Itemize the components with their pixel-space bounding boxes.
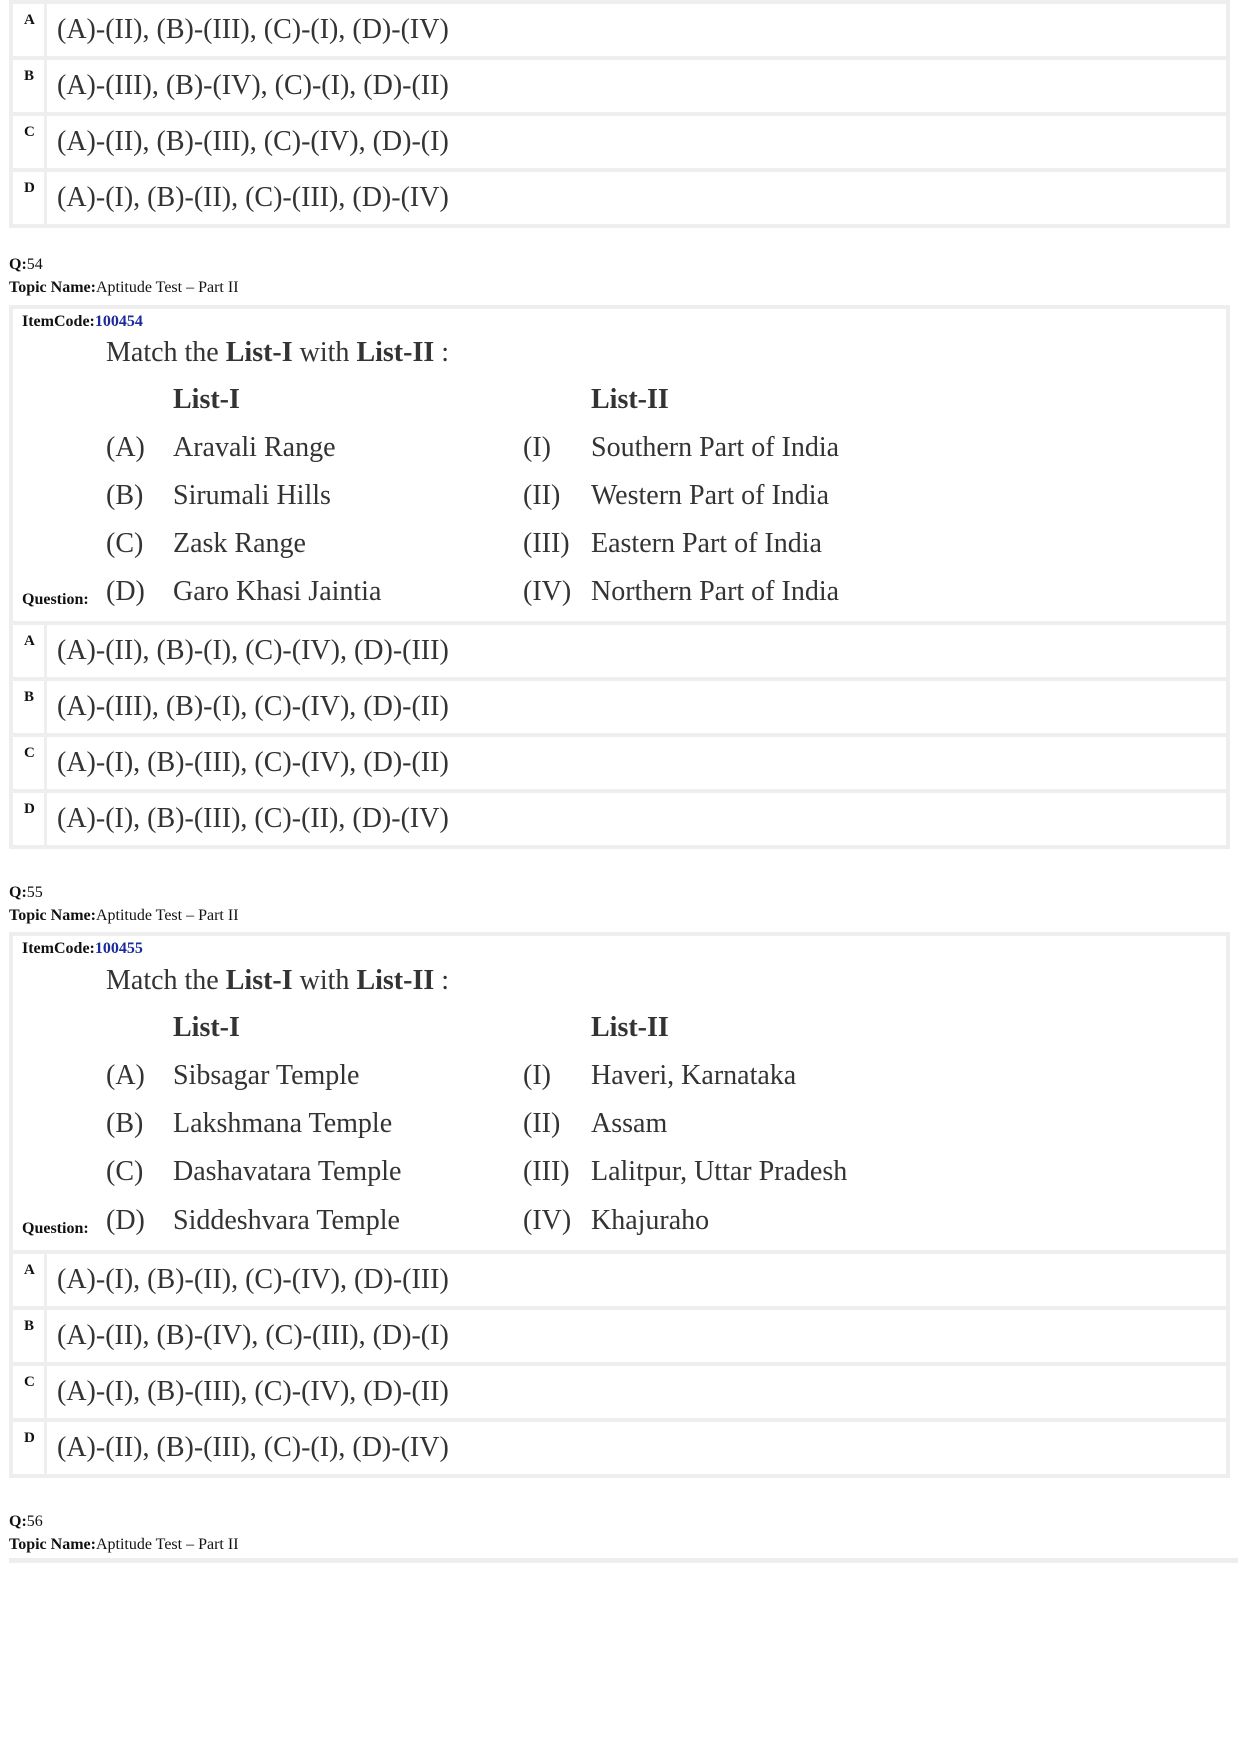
q56-header [9, 1510, 239, 1556]
list-2-value: Western Part of India [591, 480, 829, 511]
list-2-key: (III) [523, 528, 570, 559]
list-1-key: (D) [106, 1205, 145, 1236]
list-2-value: Khajuraho [591, 1205, 710, 1236]
topic-name: Topic Name:Aptitude Test – Part II [9, 279, 239, 296]
list-1-key: (B) [106, 480, 144, 511]
q53-options [9, 0, 1230, 228]
topic-name: Topic Name:Aptitude Test – Part II [9, 907, 239, 924]
option-letter: C [13, 116, 44, 168]
question-label: Question: [22, 1220, 89, 1237]
list-1-key: (A) [106, 1060, 145, 1091]
list-1-heading: List-I [173, 1012, 240, 1043]
option-text: (A)-(III), (B)-(I), (C)-(IV), (D)-(II) [47, 681, 1226, 733]
list-1-key: (D) [106, 576, 145, 607]
list-1-key: (A) [106, 432, 145, 463]
list-1-heading: List-I [173, 384, 240, 415]
item-code: ItemCode:100454 [22, 313, 143, 330]
q53-option-d[interactable] [13, 172, 1226, 224]
question-stem: Match the List-I with List-II : [106, 965, 450, 996]
list-2-value: Northern Part of India [591, 576, 840, 607]
q53-option-c[interactable] [13, 116, 1226, 168]
list-1-value: Zask Range [173, 528, 306, 559]
option-letter: A [13, 1254, 44, 1306]
q54-option-a[interactable] [13, 625, 1226, 677]
option-letter: B [13, 681, 44, 733]
q54-option-c[interactable] [13, 737, 1226, 789]
list-2-value: Haveri, Karnataka [591, 1060, 797, 1091]
q54-options [9, 625, 1230, 849]
option-text: (A)-(I), (B)-(III), (C)-(IV), (D)-(II) [47, 1366, 1226, 1418]
option-text: (A)-(III), (B)-(IV), (C)-(I), (D)-(II) [47, 60, 1226, 112]
list-1-value: Garo Khasi Jaintia [173, 576, 382, 607]
list-1-value: Dashavatara Temple [173, 1156, 402, 1187]
q54-option-d[interactable] [13, 793, 1226, 845]
list-2-heading: List-II [591, 384, 669, 415]
list-2-key: (II) [523, 1108, 561, 1139]
list-2-key: (III) [523, 1156, 570, 1187]
option-letter: A [13, 625, 44, 677]
topic-name: Topic Name:Aptitude Test – Part II [9, 1536, 239, 1553]
q55-option-a[interactable] [13, 1254, 1226, 1306]
list-2-key: (II) [523, 480, 561, 511]
list-2-heading: List-II [591, 1012, 669, 1043]
option-letter: C [13, 737, 44, 789]
q54-question-box [9, 305, 1230, 625]
list-1-key: (C) [106, 528, 144, 559]
question-label: Question: [22, 591, 89, 608]
option-letter: C [13, 1366, 44, 1418]
q55-option-c[interactable] [13, 1366, 1226, 1418]
option-text: (A)-(I), (B)-(III), (C)-(IV), (D)-(II) [47, 737, 1226, 789]
q55-question-box [9, 932, 1230, 1254]
q53-option-a[interactable] [13, 4, 1226, 56]
list-1-value: Aravali Range [173, 432, 336, 463]
question-number: Q:55 [9, 884, 43, 901]
q55-options [9, 1254, 1230, 1478]
option-text: (A)-(II), (B)-(III), (C)-(I), (D)-(IV) [47, 4, 1226, 56]
question-number: Q:54 [9, 256, 43, 273]
list-2-value: Southern Part of India [591, 432, 840, 463]
option-text: (A)-(II), (B)-(III), (C)-(I), (D)-(IV) [47, 1422, 1226, 1474]
option-letter: D [13, 172, 44, 224]
option-text: (A)-(II), (B)-(III), (C)-(IV), (D)-(I) [47, 116, 1226, 168]
q55-option-b[interactable] [13, 1310, 1226, 1362]
item-code: ItemCode:100455 [22, 940, 143, 957]
option-text: (A)-(I), (B)-(III), (C)-(II), (D)-(IV) [47, 793, 1226, 845]
list-2-key: (I) [523, 1060, 551, 1091]
list-1-key: (C) [106, 1156, 144, 1187]
option-letter: B [13, 1310, 44, 1362]
option-letter: D [13, 1422, 44, 1474]
list-2-value: Lalitpur, Uttar Pradesh [591, 1156, 848, 1187]
option-text: (A)-(I), (B)-(II), (C)-(III), (D)-(IV) [47, 172, 1226, 224]
q54-option-b[interactable] [13, 681, 1226, 733]
option-letter: D [13, 793, 44, 845]
list-1-value: Sibsagar Temple [173, 1060, 360, 1091]
list-1-value: Lakshmana Temple [173, 1108, 393, 1139]
section-divider [9, 1558, 1238, 1563]
list-2-value: Eastern Part of India [591, 528, 822, 559]
list-1-value: Siddeshvara Temple [173, 1205, 400, 1236]
q55-option-d[interactable] [13, 1422, 1226, 1474]
list-2-value: Assam [591, 1108, 668, 1139]
q54-header [9, 253, 239, 299]
option-letter: B [13, 60, 44, 112]
q55-header [9, 881, 239, 927]
option-text: (A)-(II), (B)-(IV), (C)-(III), (D)-(I) [47, 1310, 1226, 1362]
list-2-key: (IV) [523, 576, 572, 607]
option-text: (A)-(I), (B)-(II), (C)-(IV), (D)-(III) [47, 1254, 1226, 1306]
question-number: Q:56 [9, 1513, 43, 1530]
list-1-key: (B) [106, 1108, 144, 1139]
list-2-key: (IV) [523, 1205, 572, 1236]
q53-option-b[interactable] [13, 60, 1226, 112]
list-1-value: Sirumali Hills [173, 480, 331, 511]
option-letter: A [13, 4, 44, 56]
option-text: (A)-(II), (B)-(I), (C)-(IV), (D)-(III) [47, 625, 1226, 677]
question-stem: Match the List-I with List-II : [106, 337, 450, 368]
list-2-key: (I) [523, 432, 551, 463]
